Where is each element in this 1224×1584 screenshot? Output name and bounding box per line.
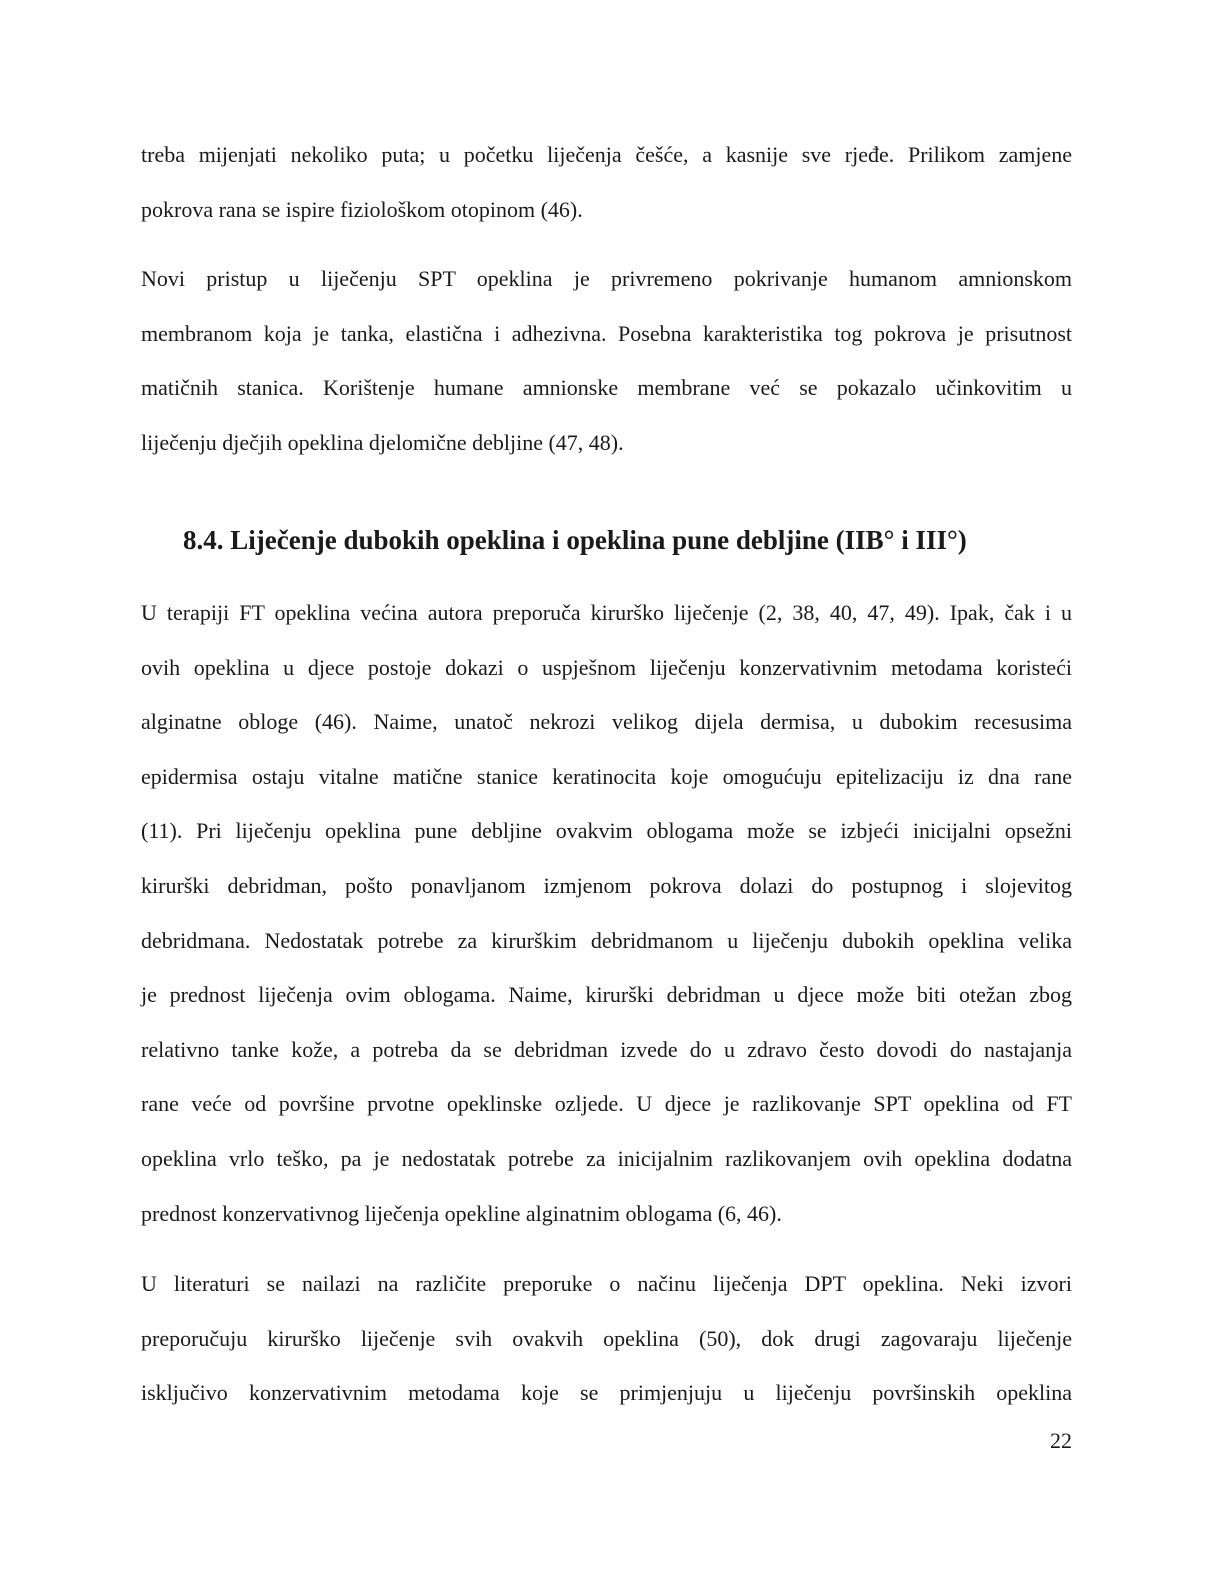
text-line: matičnih stanica. Korištenje humane amnionske membrane već se pokazalo učinkovitim u — [141, 375, 1072, 401]
text-line: opeklina vrlo teško, pa je nedostatak potrebe za inicijalnim razlikovanjem ovih opeklina dodatna — [141, 1145, 1072, 1171]
paragraph-1 — [141, 128, 1072, 237]
text-line: membranom koja je tanka, elastična i adhezivna. Posebna karakteristika tog pokrova je prisutnost — [141, 320, 1072, 346]
page-number: 22 — [1050, 1428, 1072, 1453]
text-line: debridmana. Nedostatak potrebe za kirurškim debridmanom u liječenju dubokih opeklina velika — [141, 927, 1072, 953]
text-line: relativno tanke kože, a potreba da se debridman izvede do u zdravo često dovodi do nastajanja — [141, 1036, 1072, 1062]
text-line: Novi pristup u liječenju SPT opeklina je privremeno pokrivanje humanom amnionskom — [141, 266, 1072, 291]
text-line: (11). Pri liječenju opeklina pune debljine ovakvim oblogama može se izbjeći inicijalni opsežni — [141, 818, 1072, 844]
text-line: rane veće od površine prvotne opeklinske ozljede. U djece je razlikovanje SPT opeklina od FT — [141, 1091, 1072, 1117]
paragraph-2 — [141, 252, 1072, 470]
text-line: preporučuju kirurško liječenje svih ovakvih opeklina (50), dok drugi zagovaraju liječenje — [141, 1325, 1072, 1351]
text-line: U literaturi se nailazi na različite preporuke o načinu liječenja DPT opeklina. Neki izvori — [141, 1271, 1072, 1296]
text-line: ovih opeklina u djece postoje dokazi o uspješnom liječenju konzervativnim metodama koristeći — [141, 654, 1072, 680]
paragraph-3 — [141, 586, 1072, 1241]
text-line: isključivo konzervativnim metodama koje se primjenjuju u liječenju površinskih opeklina — [141, 1380, 1072, 1406]
text-line: U terapiji FT opeklina većina autora preporuča kirurško liječenje (2, 38, 40, 47, 49). Ipak, čak i u — [141, 600, 1072, 625]
text-line: je prednost liječenja ovim oblogama. Naime, kirurški debridman u djece može biti otežan zbog — [141, 982, 1072, 1008]
text-line: pokrova rana se ispire fiziološkom otopinom (46). — [141, 196, 583, 222]
text-line: prednost konzervativnog liječenja opekline alginatnim oblogama (6, 46). — [141, 1200, 782, 1226]
text-line: epidermisa ostaju vitalne matične stanice keratinocita koje omogućuju epitelizaciju iz dna rane — [141, 763, 1072, 789]
text-line: alginatne obloge (46). Naime, unatoč nekrozi velikog dijela dermisa, u dubokim recesusima — [141, 709, 1072, 735]
text-line: treba mijenjati nekoliko puta; u početku liječenja češće, a kasnije sve rjeđe. Prilikom zamjene — [141, 142, 1072, 167]
section-heading: 8.4. Liječenje dubokih opeklina i opeklina pune debljine (IIB° i III°) — [183, 525, 967, 555]
paragraph-4 — [141, 1257, 1072, 1421]
text-line: kirurški debridman, pošto ponavljanom izmjenom pokrova dolazi do postupnog i slojevitog — [141, 872, 1072, 898]
text-line: liječenju dječjih opeklina djelomične debljine (47, 48). — [141, 429, 624, 455]
